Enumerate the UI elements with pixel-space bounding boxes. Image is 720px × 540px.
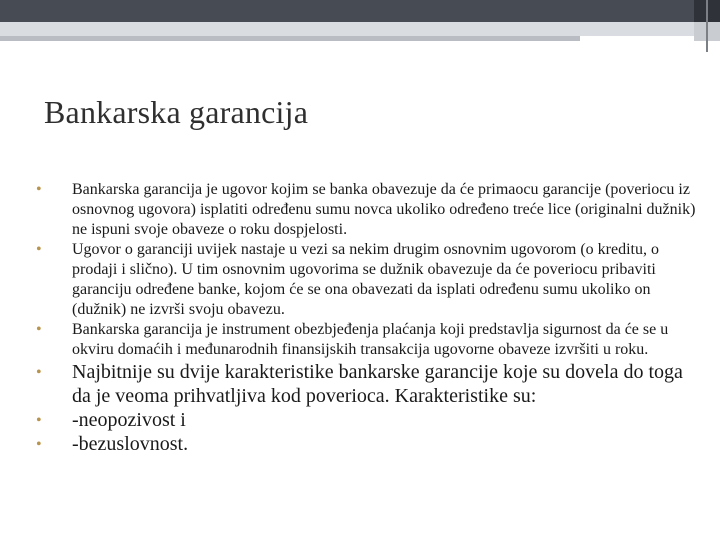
bullet-text: -neopozivost i [72, 409, 186, 431]
bullet-text: Bankarska garancija je instrument obezbjeđenja plaćanja koji predstavlja sigurnost da će se u okviru domaćih i međunarodnih finansijskih transakcija ugovorne obaveze izvršiti u roku. [72, 321, 669, 358]
bullet-item [36, 240, 704, 320]
bullet-item [36, 320, 704, 360]
bullet-item [36, 408, 704, 432]
bullet-marker: • [36, 412, 42, 429]
bullet-marker: • [36, 436, 42, 453]
bullet-text: -bezuslovnost. [72, 433, 189, 455]
bullet-item [36, 360, 704, 408]
header-bar-light [0, 22, 694, 36]
slide-title: Bankarska garancija [44, 94, 309, 130]
bullet-marker: • [36, 181, 42, 198]
header-bar-dark [0, 0, 694, 22]
bullet-item [36, 180, 704, 240]
header-bar-accent [0, 36, 580, 41]
bullet-item [36, 432, 704, 456]
bullet-marker: • [36, 241, 42, 258]
bullet-text: Bankarska garancija je ugovor kojim se banka obavezuje da će primaocu garancije (poveriocu iz osnovnog ugovora) isplatiti određenu sumu novca ukoliko određeno treće lice (originalni dužnik) ne ispuni svoje obaveze o roku dospjelosti. [72, 181, 696, 238]
bullet-marker: • [36, 364, 42, 381]
bullet-text: Najbitnije su dvije karakteristike bankarske garancije koje su dovela do toga da je veoma prihvatljiva kod poverioca. Karakteristike su: [72, 361, 683, 407]
bullet-marker: • [36, 321, 42, 338]
bullet-list [36, 180, 704, 456]
header-corner-line [706, 0, 708, 52]
bullet-text: Ugovor o garanciji uvijek nastaje u vezi sa nekim drugim osnovnim ugovorom (o kreditu, o prodaji i slično). U tim osnovnim ugovorima se dužnik obavezuje da će poveriocu pribaviti garanciju određene banke, kojom će se ona obavezati da isplati određenu sumu ukoliko on (dužnik) ne izvrši svoju obavezu. [72, 241, 659, 318]
